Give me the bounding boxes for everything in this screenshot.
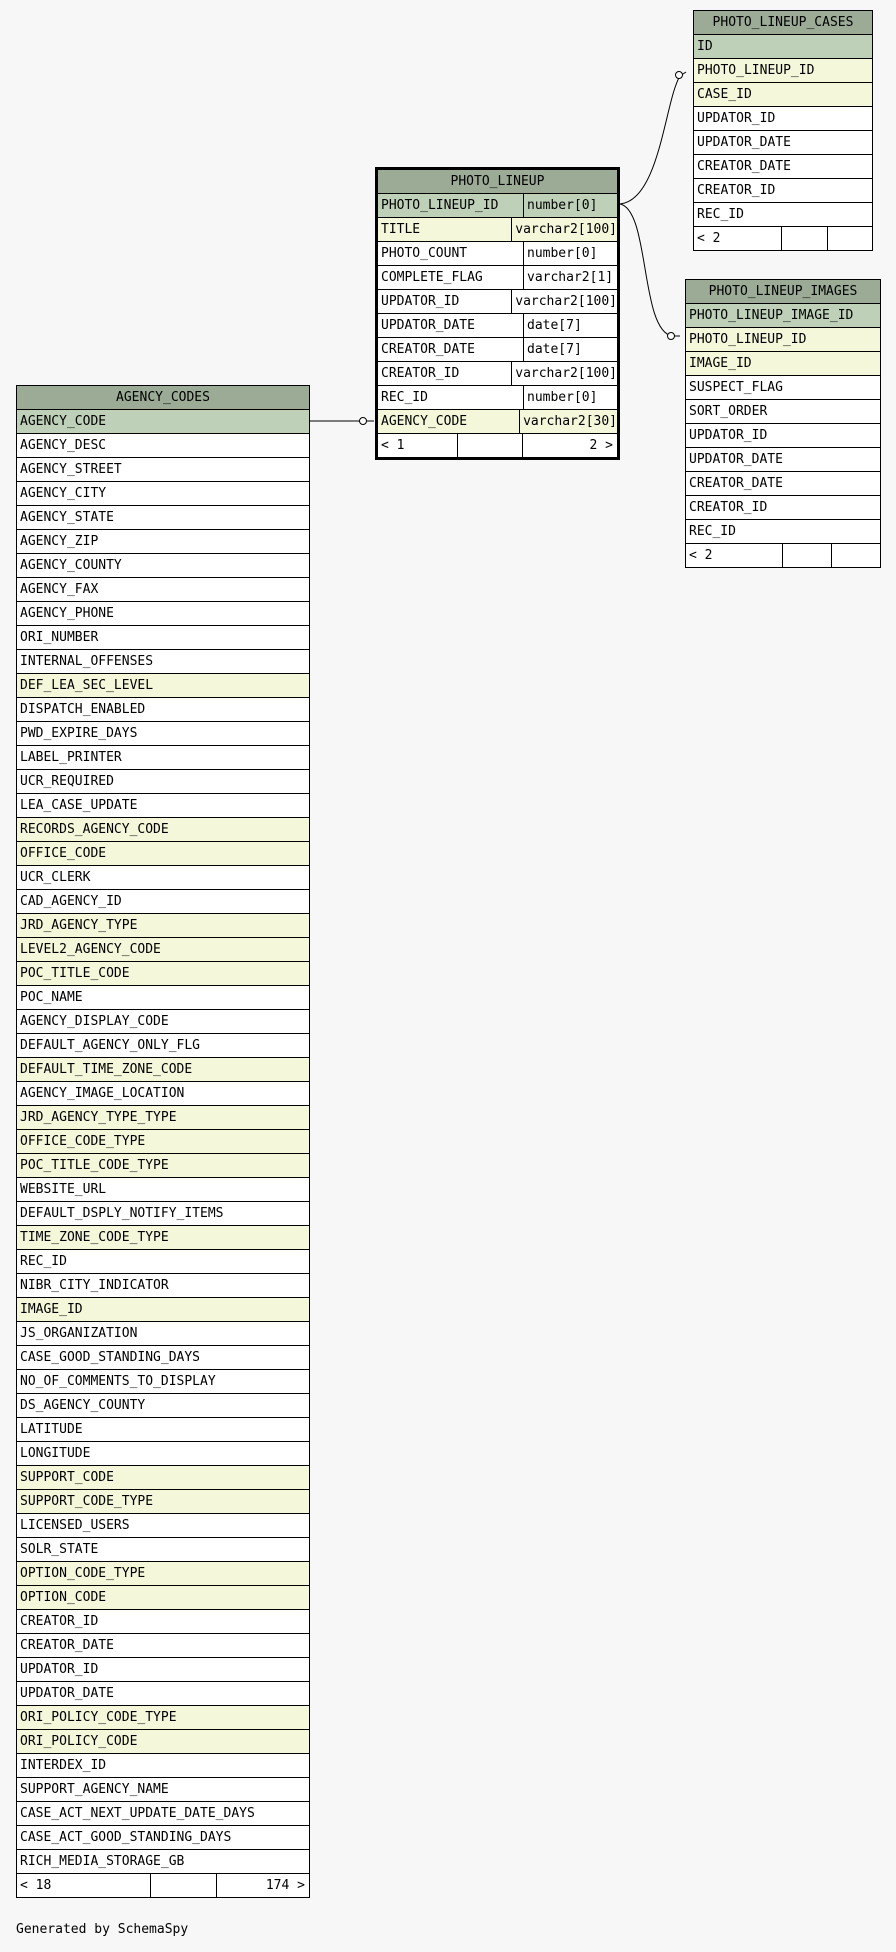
column-row[interactable] [378,242,617,266]
column-name: INTERNAL_OFFENSES [20,654,154,669]
column-name: SUSPECT_FLAG [689,380,783,395]
column-name: REC_ID [697,207,744,222]
column-name: CREATOR_ID [381,366,460,381]
table-agency-codes[interactable] [16,385,310,1898]
column-row[interactable] [694,107,872,131]
relationship-agency-crowfoot [360,418,367,425]
column-name: AGENCY_IMAGE_LOCATION [20,1086,185,1101]
column-row[interactable] [17,1538,309,1562]
column-row[interactable] [686,520,880,544]
column-row[interactable] [17,986,309,1010]
column-name: UPDATOR_DATE [689,452,783,467]
column-type: varchar2[100] [511,290,617,313]
table-title[interactable]: PHOTO_LINEUP_IMAGES [686,280,880,304]
column-row[interactable] [17,458,309,482]
column-row[interactable] [17,818,309,842]
column-row[interactable] [17,890,309,914]
column-name: REC_ID [381,390,428,405]
column-type: date[7] [523,338,617,361]
column-name: LICENSED_USERS [20,1518,130,1533]
column-row[interactable] [17,1202,309,1226]
column-name: DEFAULT_AGENCY_ONLY_FLG [20,1038,201,1053]
column-name: POC_TITLE_CODE_TYPE [20,1158,169,1173]
column-name: CAD_AGENCY_ID [20,894,122,909]
column-list [694,35,872,227]
column-name: UPDATOR_ID [697,111,776,126]
column-name: CASE_GOOD_STANDING_DAYS [20,1350,201,1365]
column-row[interactable] [17,1370,309,1394]
column-name: OFFICE_CODE [20,846,107,861]
column-name: LEVEL2_AGENCY_CODE [20,942,161,957]
column-row[interactable] [686,328,880,352]
column-name: PHOTO_LINEUP_ID [381,198,499,213]
column-name: DISPATCH_ENABLED [20,702,146,717]
column-row[interactable] [17,650,309,674]
column-row[interactable] [17,1706,309,1730]
column-row[interactable] [17,506,309,530]
table-footer [686,544,880,567]
column-name: LABEL_PRINTER [20,750,122,765]
column-name: CREATOR_ID [20,1614,99,1629]
column-row[interactable] [17,530,309,554]
column-row[interactable] [378,266,617,290]
column-row[interactable] [17,1346,309,1370]
table-photo-lineup-images[interactable] [685,279,881,568]
column-name: DEFAULT_DSPLY_NOTIFY_ITEMS [20,1206,224,1221]
column-row[interactable] [17,1634,309,1658]
column-row[interactable] [17,1802,309,1826]
column-name: AGENCY_DESC [20,438,107,453]
column-name: CASE_ACT_NEXT_UPDATE_DATE_DAYS [20,1806,255,1821]
column-type: varchar2[1] [523,266,617,289]
column-row[interactable] [17,1010,309,1034]
table-footer [378,434,617,457]
relationship-cases-crowfoot [676,72,683,79]
column-row[interactable] [17,1322,309,1346]
column-row[interactable] [378,338,617,362]
column-type: number[0] [523,242,617,265]
column-row[interactable] [17,1226,309,1250]
rows-count [150,1874,216,1897]
parents-count[interactable]: < 1 [381,438,405,453]
table-footer [694,227,872,250]
column-row[interactable] [378,362,617,386]
column-name: CASE_ID [697,87,752,102]
column-row[interactable] [686,376,880,400]
column-name: NIBR_CITY_INDICATOR [20,1278,169,1293]
relationship-images-to-lineup [620,204,680,336]
column-name: AGENCY_ZIP [20,534,99,549]
column-type: date[7] [523,314,617,337]
column-row[interactable] [378,194,617,218]
column-name: RECORDS_AGENCY_CODE [20,822,169,837]
column-row[interactable] [17,626,309,650]
column-name: UCR_REQUIRED [20,774,114,789]
rows-count [781,227,827,250]
column-row[interactable] [17,770,309,794]
column-name: AGENCY_STATE [20,510,114,525]
column-name: OPTION_CODE_TYPE [20,1566,146,1581]
column-row[interactable] [17,1850,309,1874]
column-name: AGENCY_DISPLAY_CODE [20,1014,169,1029]
column-name: PHOTO_COUNT [381,246,468,261]
column-row[interactable] [17,794,309,818]
column-name: OPTION_CODE [20,1590,107,1605]
column-row[interactable] [17,1442,309,1466]
column-name: SUPPORT_AGENCY_NAME [20,1782,169,1797]
column-name: PHOTO_LINEUP_IMAGE_ID [689,308,854,323]
column-name: AGENCY_COUNTY [20,558,122,573]
table-photo-lineup[interactable] [375,167,620,460]
column-name: ORI_POLICY_CODE [20,1734,138,1749]
table-title[interactable]: PHOTO_LINEUP [378,170,617,194]
column-type: varchar2[100] [511,362,617,385]
column-row[interactable] [17,1754,309,1778]
column-row[interactable] [17,1130,309,1154]
column-name: AGENCY_CODE [381,414,468,429]
rows-count [782,544,831,567]
column-row[interactable] [17,1106,309,1130]
column-name: IMAGE_ID [689,356,752,371]
column-name: DEF_LEA_SEC_LEVEL [20,678,154,693]
column-name: LEA_CASE_UPDATE [20,798,138,813]
column-row[interactable] [694,131,872,155]
column-row[interactable] [17,410,309,434]
column-name: SOLR_STATE [20,1542,99,1557]
column-row[interactable] [378,410,617,434]
column-name: POC_TITLE_CODE [20,966,130,981]
relationship-cases-to-lineup [620,72,686,204]
column-type: number[0] [523,194,617,217]
children-count[interactable]: 2 > [522,434,617,457]
column-row[interactable] [378,218,617,242]
column-name: SORT_ORDER [689,404,768,419]
column-row[interactable] [694,203,872,227]
column-row[interactable] [694,59,872,83]
table-title[interactable]: PHOTO_LINEUP_CASES [694,11,872,35]
column-name: PHOTO_LINEUP_ID [689,332,807,347]
column-row[interactable] [17,746,309,770]
column-name: SUPPORT_CODE_TYPE [20,1494,154,1509]
column-name: UPDATOR_ID [381,294,460,309]
children-count[interactable] [831,544,880,567]
column-name: CREATOR_DATE [20,1638,114,1653]
column-list [686,304,880,544]
column-name: WEBSITE_URL [20,1182,107,1197]
column-row[interactable] [17,1418,309,1442]
column-name: DEFAULT_TIME_ZONE_CODE [20,1062,193,1077]
column-row[interactable] [17,1514,309,1538]
generated-by-footer: Generated by SchemaSpy [16,1922,189,1937]
parents-count[interactable]: < 2 [697,231,721,246]
column-row[interactable] [17,866,309,890]
column-name: DS_AGENCY_COUNTY [20,1398,146,1413]
column-name: SUPPORT_CODE [20,1470,114,1485]
column-row[interactable] [17,1250,309,1274]
column-name: UPDATOR_DATE [697,135,791,150]
column-name: AGENCY_PHONE [20,606,114,621]
column-row[interactable] [17,1826,309,1850]
column-row[interactable] [17,1490,309,1514]
column-name: UPDATOR_ID [20,1662,99,1677]
column-row[interactable] [694,35,872,59]
column-type: number[0] [523,386,617,409]
column-name: CASE_ACT_GOOD_STANDING_DAYS [20,1830,232,1845]
column-name: UPDATOR_DATE [20,1686,114,1701]
column-name: REC_ID [20,1254,67,1269]
rows-count [457,434,522,457]
column-name: UPDATOR_DATE [381,318,475,333]
column-name: RICH_MEDIA_STORAGE_GB [20,1854,185,1869]
column-name: ID [697,39,713,54]
column-name: ORI_NUMBER [20,630,99,645]
column-row[interactable] [17,434,309,458]
column-name: ORI_POLICY_CODE_TYPE [20,1710,177,1725]
column-row[interactable] [686,304,880,328]
column-list [17,410,309,1874]
column-name: COMPLETE_FLAG [381,270,483,285]
column-row[interactable] [686,496,880,520]
column-row[interactable] [17,1034,309,1058]
column-name: REC_ID [689,524,736,539]
column-name: AGENCY_FAX [20,582,99,597]
column-row[interactable] [686,472,880,496]
column-row[interactable] [17,962,309,986]
column-row[interactable] [17,1610,309,1634]
column-name: OFFICE_CODE_TYPE [20,1134,146,1149]
column-row[interactable] [694,179,872,203]
column-row[interactable] [17,602,309,626]
column-name: AGENCY_CITY [20,486,107,501]
column-name: JS_ORGANIZATION [20,1326,138,1341]
column-name: JRD_AGENCY_TYPE [20,918,138,933]
table-title[interactable]: AGENCY_CODES [17,386,309,410]
column-row[interactable] [17,1082,309,1106]
column-row[interactable] [17,1058,309,1082]
relationship-images-crowfoot [668,333,675,340]
column-row[interactable] [17,1682,309,1706]
column-name: PHOTO_LINEUP_ID [697,63,815,78]
column-row[interactable] [686,400,880,424]
column-row[interactable] [378,386,617,410]
column-row[interactable] [694,155,872,179]
column-row[interactable] [17,698,309,722]
column-row[interactable] [17,1586,309,1610]
column-row[interactable] [17,1778,309,1802]
column-name: TITLE [381,222,421,237]
column-row[interactable] [17,1394,309,1418]
column-list [378,194,617,434]
children-count[interactable]: 174 > [216,1874,309,1897]
parents-count[interactable]: < 18 [20,1878,52,1893]
column-row[interactable] [17,1730,309,1754]
table-footer [17,1874,309,1897]
column-row[interactable] [17,674,309,698]
column-row[interactable] [17,554,309,578]
column-row[interactable] [17,1298,309,1322]
column-name: INTERDEX_ID [20,1758,107,1773]
column-name: CREATOR_DATE [381,342,475,357]
column-row[interactable] [17,938,309,962]
column-row[interactable] [686,352,880,376]
column-name: JRD_AGENCY_TYPE_TYPE [20,1110,177,1125]
column-name: AGENCY_STREET [20,462,122,477]
column-type: varchar2[30] [519,410,617,433]
table-photo-lineup-cases[interactable] [693,10,873,251]
column-row[interactable] [17,1562,309,1586]
column-name: NO_OF_COMMENTS_TO_DISPLAY [20,1374,216,1389]
column-name: UCR_CLERK [20,870,91,885]
column-row[interactable] [17,1466,309,1490]
column-row[interactable] [686,448,880,472]
parents-count[interactable]: < 2 [689,548,713,563]
column-row[interactable] [17,1154,309,1178]
children-count[interactable] [827,227,872,250]
column-row[interactable] [17,1658,309,1682]
column-row[interactable] [17,1274,309,1298]
column-row[interactable] [378,290,617,314]
column-row[interactable] [17,914,309,938]
column-name: TIME_ZONE_CODE_TYPE [20,1230,169,1245]
column-name: CREATOR_DATE [689,476,783,491]
column-type: varchar2[100] [511,218,617,241]
column-name: CREATOR_ID [689,500,768,515]
column-row[interactable] [17,578,309,602]
column-row[interactable] [686,424,880,448]
column-name: PWD_EXPIRE_DAYS [20,726,138,741]
column-name: POC_NAME [20,990,83,1005]
column-row[interactable] [694,83,872,107]
column-name: LONGITUDE [20,1446,91,1461]
column-name: AGENCY_CODE [20,414,107,429]
column-name: UPDATOR_ID [689,428,768,443]
column-row[interactable] [17,482,309,506]
column-name: IMAGE_ID [20,1302,83,1317]
column-name: LATITUDE [20,1422,83,1437]
column-row[interactable] [17,722,309,746]
column-name: CREATOR_ID [697,183,776,198]
column-row[interactable] [17,842,309,866]
column-row[interactable] [378,314,617,338]
column-row[interactable] [17,1178,309,1202]
column-name: CREATOR_DATE [697,159,791,174]
